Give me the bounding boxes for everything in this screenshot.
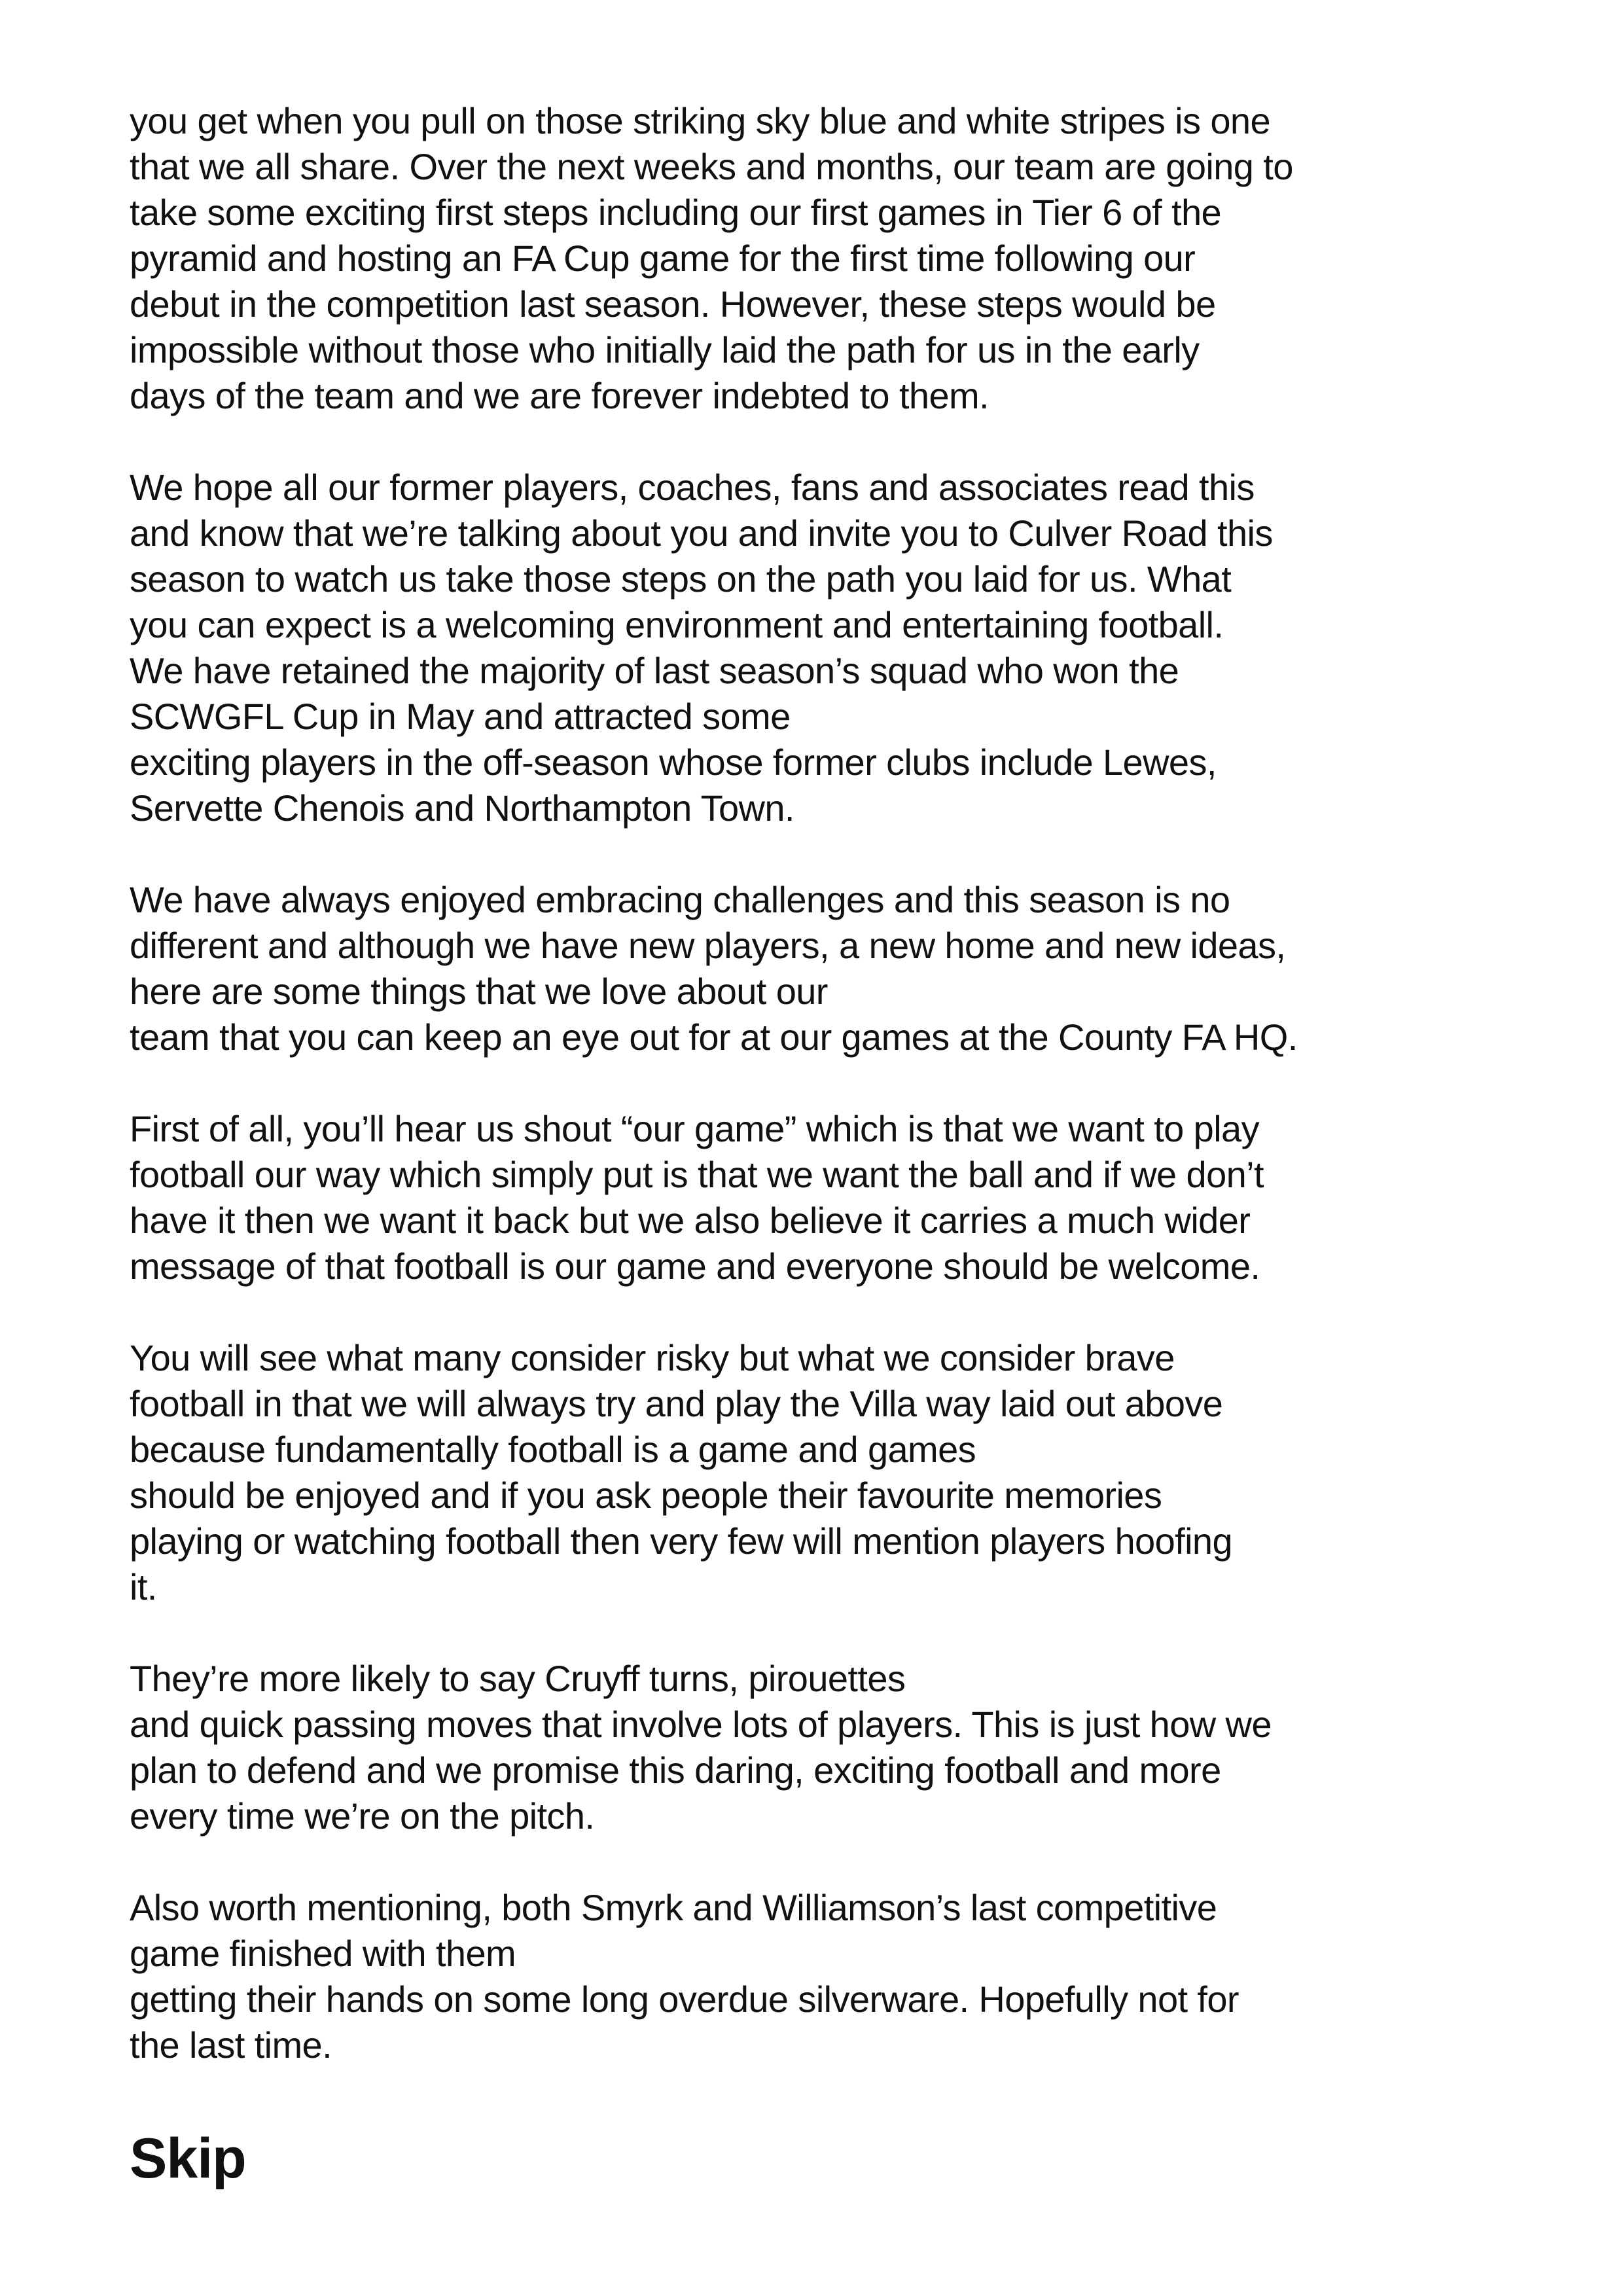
paragraph — [130, 1885, 1530, 2068]
text-line: getting their hands on some long overdue silverware. Hopefully not for — [130, 1979, 1239, 2020]
text-line: have it then we want it back but we also believe it carries a much wider — [130, 1200, 1251, 1241]
text-line: game finished with them — [130, 1933, 516, 1974]
text-line: football in that we will always try and play the Villa way laid out above — [130, 1383, 1223, 1424]
text-line: We have retained the majority of last season’s squad who won the — [130, 650, 1179, 691]
text-line: the last time. — [130, 2024, 332, 2066]
text-line: here are some things that we love about our — [130, 971, 828, 1012]
paragraph — [130, 877, 1530, 1060]
text-line: because fundamentally football is a game and games — [130, 1429, 976, 1470]
text-line: season to watch us take those steps on the path you laid for us. What — [130, 558, 1232, 600]
text-line: exciting players in the off-season whose former clubs include Lewes, — [130, 742, 1217, 783]
text-line: plan to defend and we promise this daring, exciting football and more — [130, 1749, 1221, 1791]
text-line: you get when you pull on those striking sky blue and white stripes is one — [130, 100, 1271, 141]
text-line: that we all share. Over the next weeks and months, our team are going to — [130, 146, 1293, 187]
text-line: They’re more likely to say Cruyff turns, pirouettes — [130, 1658, 906, 1699]
text-line: pyramid and hosting an FA Cup game for the first time following our — [130, 238, 1196, 279]
author-signoff: Skip — [130, 2127, 246, 2190]
text-line: message of that football is our game and everyone should be welcome. — [130, 1246, 1260, 1287]
text-line: should be enjoyed and if you ask people their favourite memories — [130, 1475, 1162, 1516]
paragraph — [130, 465, 1530, 831]
text-line: football our way which simply put is that we want the ball and if we don’t — [130, 1154, 1264, 1195]
paragraph — [130, 1335, 1530, 1610]
text-line: Also worth mentioning, both Smyrk and Williamson’s last competitive — [130, 1887, 1217, 1928]
text-line: and quick passing moves that involve lots of players. This is just how we — [130, 1704, 1272, 1745]
text-line: every time we’re on the pitch. — [130, 1795, 595, 1837]
text-line: impossible without those who initially laid the path for us in the early — [130, 329, 1200, 370]
text-line: you can expect is a welcoming environment and entertaining football. — [130, 604, 1224, 645]
text-line: and know that we’re talking about you and invite you to Culver Road this — [130, 512, 1273, 554]
paragraph — [130, 98, 1530, 419]
paragraph — [130, 1106, 1530, 1289]
text-line: different and although we have new players, a new home and new ideas, — [130, 925, 1286, 966]
text-line: playing or watching football then very few will mention players hoofing — [130, 1520, 1233, 1562]
article-body — [130, 98, 1530, 2114]
text-line: team that you can keep an eye out for at our games at the County FA HQ. — [130, 1016, 1298, 1058]
text-line: take some exciting first steps including our first games in Tier 6 of the — [130, 192, 1222, 233]
text-line: days of the team and we are forever indebted to them. — [130, 375, 989, 416]
text-line: You will see what many consider risky but what we consider brave — [130, 1337, 1175, 1378]
paragraph — [130, 1656, 1530, 1839]
text-line: debut in the competition last season. However, these steps would be — [130, 283, 1216, 325]
text-line: First of all, you’ll hear us shout “our game” which is that we want to play — [130, 1108, 1260, 1149]
text-line: We hope all our former players, coaches, fans and associates read this — [130, 467, 1255, 508]
text-line: it. — [130, 1566, 157, 1607]
text-line: SCWGFL Cup in May and attracted some — [130, 696, 791, 737]
text-line: We have always enjoyed embracing challenges and this season is no — [130, 879, 1230, 920]
text-line: Servette Chenois and Northampton Town. — [130, 787, 794, 829]
